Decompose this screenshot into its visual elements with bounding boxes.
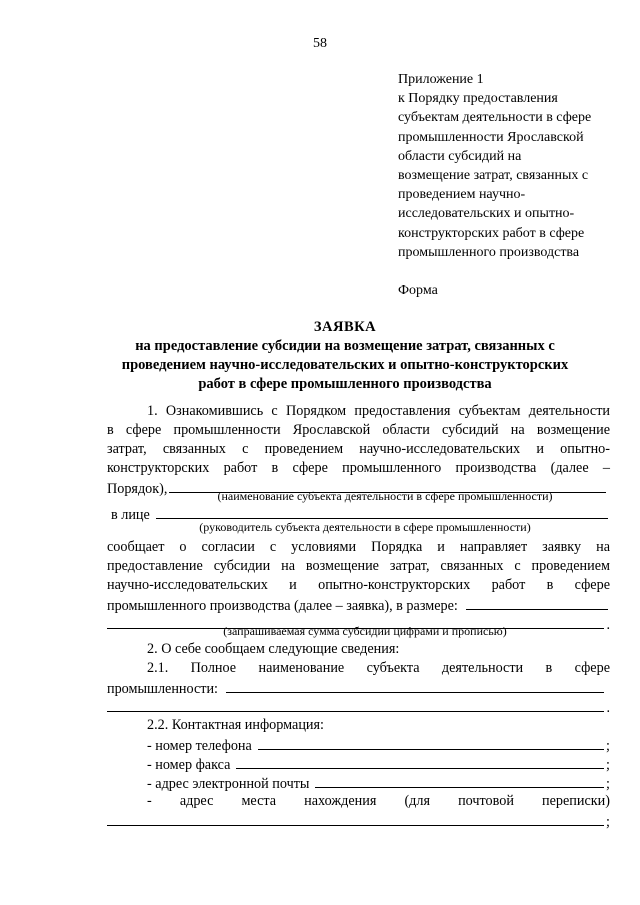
appendix-line: к Порядку предоставления — [398, 91, 558, 107]
fax-label: - номер факса — [147, 757, 231, 773]
phone-field[interactable] — [258, 735, 604, 750]
fax-semicolon: ; — [606, 757, 610, 773]
fax-field[interactable] — [236, 754, 604, 769]
appendix-block — [398, 70, 618, 300]
page-number: 58 — [313, 36, 327, 51]
title-main: ЗАЯВКА — [313, 319, 377, 335]
s1-line-4: конструкторских работ в сфере промышленного производства (далее – — [107, 460, 610, 476]
s1-line-7: предоставление субсидии на возмещение затрат, связанных с проведением — [107, 558, 610, 574]
s1-line-9 — [107, 595, 610, 614]
appendix-line: области субсидий на — [398, 148, 522, 164]
email-label: - адрес электронной почты — [147, 776, 310, 792]
full-name-field-2[interactable] — [107, 697, 604, 712]
s2-item2-heading: 2.2. Контактная информация: — [147, 717, 324, 733]
form-label: Форма — [398, 283, 438, 299]
full-name-field-1[interactable] — [226, 678, 604, 693]
title-line: на предоставление субсидии на возмещение затрат, связанных с — [135, 338, 555, 354]
appendix-line: проведением научно- — [398, 187, 526, 203]
phone-row — [107, 735, 610, 754]
address-row: - адрес места нахождения (для почтовой переписки) — [147, 793, 610, 809]
s1-line-8: научно-исследовательских и опытно-конструкторских работ в сфере — [107, 577, 610, 593]
amount-period: . — [606, 617, 610, 633]
phone-semicolon: ; — [606, 738, 610, 754]
appendix-line: субъектам деятельности в сфере — [398, 110, 592, 126]
s2-item1-line2 — [107, 678, 610, 697]
address-field-row — [107, 811, 610, 830]
caption-amount: (запрашиваемая сумма субсидии цифрами и прописью) — [223, 624, 507, 638]
title-line: проведением научно-исследовательских и опытно-конструкторских — [121, 357, 569, 373]
appendix-line: исследовательских и опытно- — [398, 206, 575, 222]
email-row — [107, 773, 610, 792]
fax-row — [107, 754, 610, 773]
s2-item1-line3 — [107, 697, 610, 716]
email-field[interactable] — [315, 773, 604, 788]
address-semicolon: ; — [606, 814, 610, 830]
caption-subject: (наименование субъекта деятельности в сфере промышленности) — [217, 489, 553, 503]
appendix-line: промышленности Ярославской — [398, 129, 584, 145]
s2-heading: 2. О себе сообщаем следующие сведения: — [147, 641, 400, 657]
address-field[interactable] — [107, 811, 604, 826]
head-name-field[interactable] — [156, 504, 608, 519]
poryadok-label: Порядок), — [107, 481, 168, 497]
amount-label: промышленного производства (далее – заявка), в размере: — [107, 598, 458, 614]
full-name-period: . — [606, 700, 610, 716]
s1-line-3: затрат, связанных с проведением научно-исследовательских и опытно- — [107, 441, 610, 457]
appendix-line: промышленного производства — [398, 244, 580, 260]
phone-label: - номер телефона — [147, 738, 252, 754]
s1-line-2: в сфере промышленности Ярославской области субсидий на возмещение — [107, 422, 610, 438]
appendix-line: конструкторских работ в сфере — [398, 225, 585, 241]
appendix-line: возмещение затрат, связанных с — [398, 168, 589, 184]
appendix-line: Приложение 1 — [398, 72, 484, 87]
title-line: работ в сфере промышленного производства — [198, 376, 492, 392]
s2-item1-line1: 2.1. Полное наименование субъекта деятельности в сфере — [147, 660, 610, 676]
caption-head: (руководитель субъекта деятельности в сфере промышленности) — [199, 520, 531, 534]
amount-field-1[interactable] — [466, 595, 608, 610]
document-title — [80, 318, 610, 394]
s1-line-6: сообщает о согласии с условиями Порядка и направляет заявку на — [107, 539, 610, 555]
s1-line-1: 1. Ознакомившись с Порядком предоставления субъектам деятельности — [147, 403, 610, 419]
in-person-label: в лице — [111, 507, 150, 523]
email-semicolon: ; — [606, 776, 610, 792]
industry-label: промышленности: — [107, 681, 218, 697]
